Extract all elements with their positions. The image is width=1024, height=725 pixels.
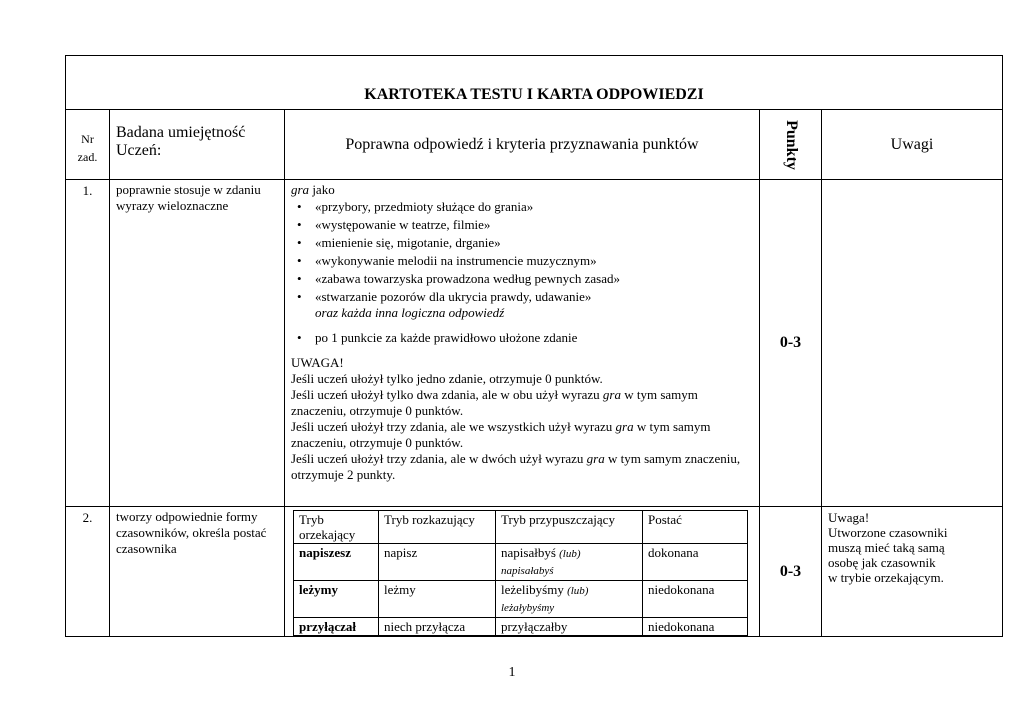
table-row (294, 544, 748, 581)
uwaga-label: UWAGA! (291, 355, 344, 370)
uwaga-block (291, 355, 753, 483)
note-2: Jeśli uczeń ułożył tylko dwa zdania, ale w obu użył wyrazu gra w tym samym znaczeniu, otrzymuje 0 punktów. (291, 387, 698, 418)
header-skill-line1: Badana umiejętność (116, 124, 246, 141)
imperative-cell: leżmy (379, 581, 496, 618)
col-header-aspect: Postać (643, 511, 748, 544)
task-1-skill: poprawnie stosuje w zdaniu wyrazy wieloznaczne (110, 180, 285, 507)
task-1-answer (285, 180, 760, 507)
aspect-cell: dokonana (643, 544, 748, 581)
aspect-cell: niedokonana (643, 581, 748, 618)
answer-key-table (65, 55, 1003, 637)
conditional-cell: napisałbyś (lub) napisałabyś (496, 544, 643, 581)
table-row (294, 618, 748, 636)
task-2-skill: tworzy odpowiednie formy czasowników, określa postać czasownika (110, 507, 285, 637)
header-nr (66, 110, 110, 180)
header-notes (822, 110, 1003, 180)
header-points-label: Punkty (782, 119, 800, 170)
task-2-answer (285, 507, 760, 637)
list-item: • «występowanie w teatrze, filmie» (291, 216, 753, 234)
task-row-2 (66, 507, 1003, 637)
imperative-cell: niech przyłącza (379, 618, 496, 636)
note-3: Jeśli uczeń ułożył trzy zdania, ale we wszystkich użył wyrazu gra w tym samym znaczeniu, otrzymuje 0 punktów. (291, 419, 711, 450)
table-row (294, 581, 748, 618)
header-row (66, 110, 1003, 180)
title-cell (66, 56, 1003, 110)
conditional-cell: leżelibyśmy (lub) leżałybyśmy (496, 581, 643, 618)
intro-rest: jako (309, 182, 335, 197)
note-line: Utworzone czasowniki (828, 525, 948, 540)
header-answer-label: Poprawna odpowiedź i kryteria przyznawania punktów (345, 135, 699, 153)
list-item: • «wykonywanie melodii na instrumencie muzycznym» (291, 252, 753, 270)
task-1-number: 1. (66, 180, 110, 507)
header-skill (110, 110, 285, 180)
list-item: • «stwarzanie pozorów dla ukrycia prawdy, udawanie» (291, 288, 753, 306)
extra-answer-note: oraz każda inna logiczna odpowiedź (315, 305, 505, 320)
task-1-notes (822, 180, 1003, 507)
page-number: 1 (508, 665, 516, 680)
note-line: Uwaga! (828, 510, 870, 525)
note-line: w trybie orzekającym. (828, 570, 944, 585)
col-header-conditional: Tryb przypuszczający (496, 511, 643, 544)
header-nr-line2: zad. (77, 150, 98, 164)
header-points (760, 110, 822, 180)
task-2-notes (822, 507, 1003, 637)
points-rule-list (291, 329, 753, 347)
points-rule: • po 1 punkcie za każde prawidłowo ułożone zdanie (291, 329, 753, 347)
verb-forms-table (293, 510, 748, 636)
note-line: osobę jak czasownik (828, 555, 936, 570)
page-title: KARTOTEKA TESTU I KARTA ODPOWIEDZI (364, 86, 704, 103)
conditional-cell: przyłączałby (496, 618, 643, 636)
indicative-cell: przyłączał (294, 618, 379, 636)
col-header-imperative: Tryb rozkazujący (379, 511, 496, 544)
list-item: • «zabawa towarzyska prowadzona według pewnych zasad» (291, 270, 753, 288)
header-nr-line1: Nr (81, 132, 94, 146)
aspect-cell: niedokonana (643, 618, 748, 636)
header-skill-line2: Uczeń: (116, 142, 162, 159)
list-item: • «przybory, przedmioty służące do grania» (291, 198, 753, 216)
list-item: • «mienienie się, migotanie, drganie» (291, 234, 753, 252)
task-1-points: 0-3 (760, 180, 822, 507)
note-4: Jeśli uczeń ułożył trzy zdania, ale w dwóch użył wyrazu gra w tym samym znaczeniu, otrzymuje 2 punkty. (291, 451, 741, 482)
note-line: muszą mieć taką samą (828, 540, 945, 555)
header-notes-label: Uwagi (890, 135, 934, 153)
intro-word: gra (291, 182, 310, 197)
imperative-cell: napisz (379, 544, 496, 581)
indicative-cell: napiszesz (294, 544, 379, 581)
task-2-points: 0-3 (760, 507, 822, 637)
header-answer (285, 110, 760, 180)
col-header-indicative: Tryb orzekający (294, 511, 379, 544)
task-2-number: 2. (66, 507, 110, 637)
note-1: Jeśli uczeń ułożył tylko jedno zdanie, otrzymuje 0 punktów. (291, 371, 603, 386)
indicative-cell: leżymy (294, 581, 379, 618)
verb-table-header (294, 511, 748, 544)
meanings-list (291, 198, 753, 306)
task-row-1 (66, 180, 1003, 507)
